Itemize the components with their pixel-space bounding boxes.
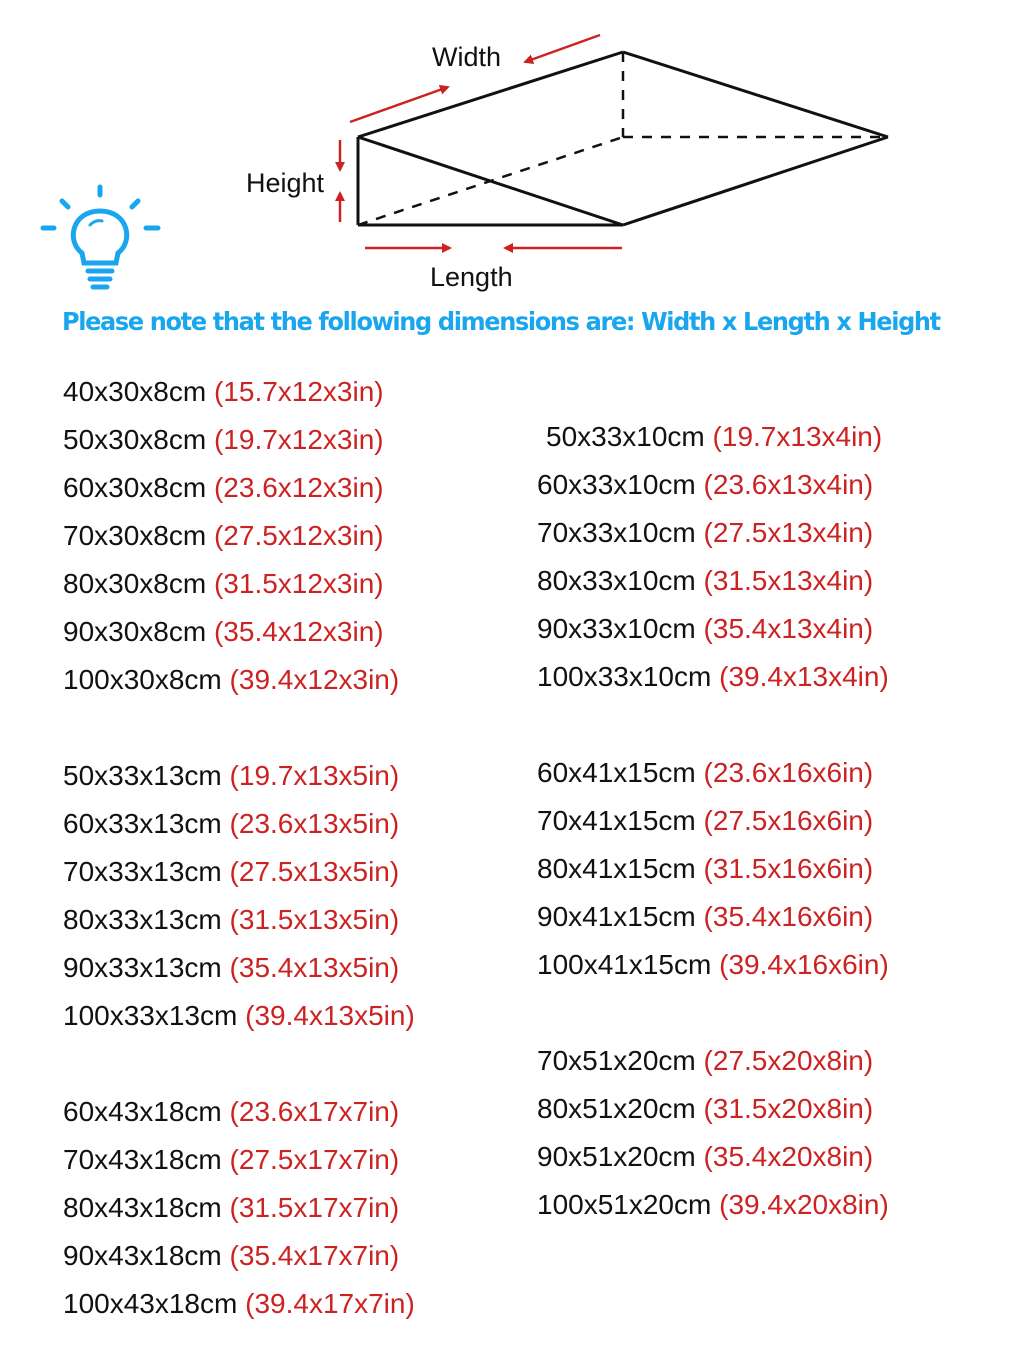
- size-row: [63, 807, 399, 841]
- size-row: [63, 567, 384, 601]
- size-inch: (19.7x12x3in): [213, 424, 384, 455]
- size-cm: 70x33x13cm: [63, 856, 222, 887]
- size-cm: 90x41x15cm: [537, 901, 696, 932]
- size-row: [63, 903, 399, 937]
- size-inch: (31.5x13x5in): [229, 904, 400, 935]
- size-row: [63, 615, 384, 649]
- dimension-order-note: Please note that the following dimensions are: Width x Length x Height: [62, 307, 940, 336]
- size-cm: 70x43x18cm: [63, 1144, 222, 1175]
- size-row: [63, 471, 384, 505]
- size-inch: (27.5x16x6in): [703, 805, 874, 836]
- size-inch: (23.6x12x3in): [213, 472, 384, 503]
- size-row: [63, 855, 399, 889]
- size-row: [537, 900, 873, 934]
- size-inch: (35.4x13x4in): [703, 613, 874, 644]
- size-inch: (27.5x13x5in): [229, 856, 400, 887]
- size-inch: (39.4x13x5in): [245, 1000, 415, 1031]
- size-row: [537, 564, 873, 598]
- size-row: [63, 951, 399, 985]
- size-inch: (27.5x12x3in): [213, 520, 384, 551]
- size-inch: (31.5x16x6in): [703, 853, 874, 884]
- size-row: [537, 1044, 873, 1078]
- size-inch: (23.6x16x6in): [703, 757, 874, 788]
- size-inch: (27.5x20x8in): [703, 1045, 874, 1076]
- size-inch: (39.4x16x6in): [719, 949, 889, 980]
- size-row: [537, 948, 889, 982]
- size-cm: 90x30x8cm: [63, 616, 207, 647]
- size-cm: 80x33x13cm: [63, 904, 222, 935]
- size-row: [63, 1143, 399, 1177]
- size-inch: (31.5x13x4in): [703, 565, 874, 596]
- size-row: [63, 1287, 415, 1321]
- size-inch: (27.5x13x4in): [703, 517, 874, 548]
- size-inch: (27.5x17x7in): [229, 1144, 400, 1175]
- size-inch: (31.5x17x7in): [229, 1192, 400, 1223]
- size-inch: (19.7x13x4in): [712, 421, 883, 452]
- size-row: [537, 1140, 873, 1174]
- size-cm: 90x51x20cm: [537, 1141, 696, 1172]
- size-inch: (15.7x12x3in): [213, 376, 384, 407]
- size-row: [537, 1092, 873, 1126]
- size-inch: (35.4x16x6in): [703, 901, 874, 932]
- size-row: [63, 375, 384, 409]
- size-row: [63, 423, 384, 457]
- size-cm: 100x33x13cm: [63, 1000, 238, 1031]
- size-cm: 50x33x13cm: [63, 760, 222, 791]
- size-inch: (35.4x17x7in): [229, 1240, 400, 1271]
- size-cm: 60x43x18cm: [63, 1096, 222, 1127]
- size-cm: 70x33x10cm: [537, 517, 696, 548]
- size-inch: (35.4x12x3in): [213, 616, 384, 647]
- height-label: Height: [246, 168, 325, 198]
- size-cm: 80x51x20cm: [537, 1093, 696, 1124]
- width-label: Width: [432, 42, 502, 72]
- size-cm: 60x33x13cm: [63, 808, 222, 839]
- size-row: [537, 516, 873, 550]
- size-row: [63, 1191, 399, 1225]
- size-row: [63, 1095, 399, 1129]
- size-cm: 50x33x10cm: [546, 421, 705, 452]
- size-cm: 90x33x13cm: [63, 952, 222, 983]
- size-inch: (35.4x13x5in): [229, 952, 400, 983]
- size-row: [537, 1188, 889, 1222]
- size-inch: (31.5x20x8in): [703, 1093, 874, 1124]
- size-inch: (23.6x17x7in): [229, 1096, 400, 1127]
- size-row: [537, 804, 873, 838]
- size-cm: 80x41x15cm: [537, 853, 696, 884]
- size-cm: 70x51x20cm: [537, 1045, 696, 1076]
- size-cm: 100x51x20cm: [537, 1189, 712, 1220]
- size-inch: (31.5x12x3in): [213, 568, 384, 599]
- size-inch: (23.6x13x4in): [703, 469, 874, 500]
- size-cm: 70x30x8cm: [63, 520, 207, 551]
- size-inch: (19.7x13x5in): [229, 760, 400, 791]
- size-inch: (39.4x13x4in): [719, 661, 889, 692]
- size-cm: 70x41x15cm: [537, 805, 696, 836]
- size-row: [546, 420, 882, 454]
- size-cm: 60x30x8cm: [63, 472, 207, 503]
- size-row: [537, 468, 873, 502]
- width-arrow-left: [350, 87, 448, 122]
- size-row: [537, 756, 873, 790]
- size-cm: 60x33x10cm: [537, 469, 696, 500]
- size-inch: (39.4x12x3in): [229, 664, 400, 695]
- size-row: [63, 1239, 399, 1273]
- size-cm: 100x41x15cm: [537, 949, 712, 980]
- width-arrow-right: [525, 35, 600, 62]
- size-cm: 100x30x8cm: [63, 664, 222, 695]
- size-row: [537, 612, 873, 646]
- size-cm: 80x43x18cm: [63, 1192, 222, 1223]
- size-cm: 100x33x10cm: [537, 661, 712, 692]
- size-cm: 100x43x18cm: [63, 1288, 238, 1319]
- size-cm: 40x30x8cm: [63, 376, 207, 407]
- size-row: [63, 759, 399, 793]
- size-row: [63, 519, 384, 553]
- size-inch: (39.4x17x7in): [245, 1288, 415, 1319]
- size-row: [537, 660, 889, 694]
- size-row: [537, 852, 873, 886]
- size-cm: 80x33x10cm: [537, 565, 696, 596]
- size-cm: 60x41x15cm: [537, 757, 696, 788]
- size-inch: (23.6x13x5in): [229, 808, 400, 839]
- length-label: Length: [430, 262, 513, 292]
- wedge-hidden-edges: [358, 52, 888, 225]
- size-cm: 50x30x8cm: [63, 424, 207, 455]
- size-inch: (39.4x20x8in): [719, 1189, 889, 1220]
- size-row: [63, 663, 399, 697]
- size-cm: 80x30x8cm: [63, 568, 207, 599]
- lightbulb-icon: [38, 183, 168, 298]
- size-row: [63, 999, 415, 1033]
- size-cm: 90x33x10cm: [537, 613, 696, 644]
- size-inch: (35.4x20x8in): [703, 1141, 874, 1172]
- size-cm: 90x43x18cm: [63, 1240, 222, 1271]
